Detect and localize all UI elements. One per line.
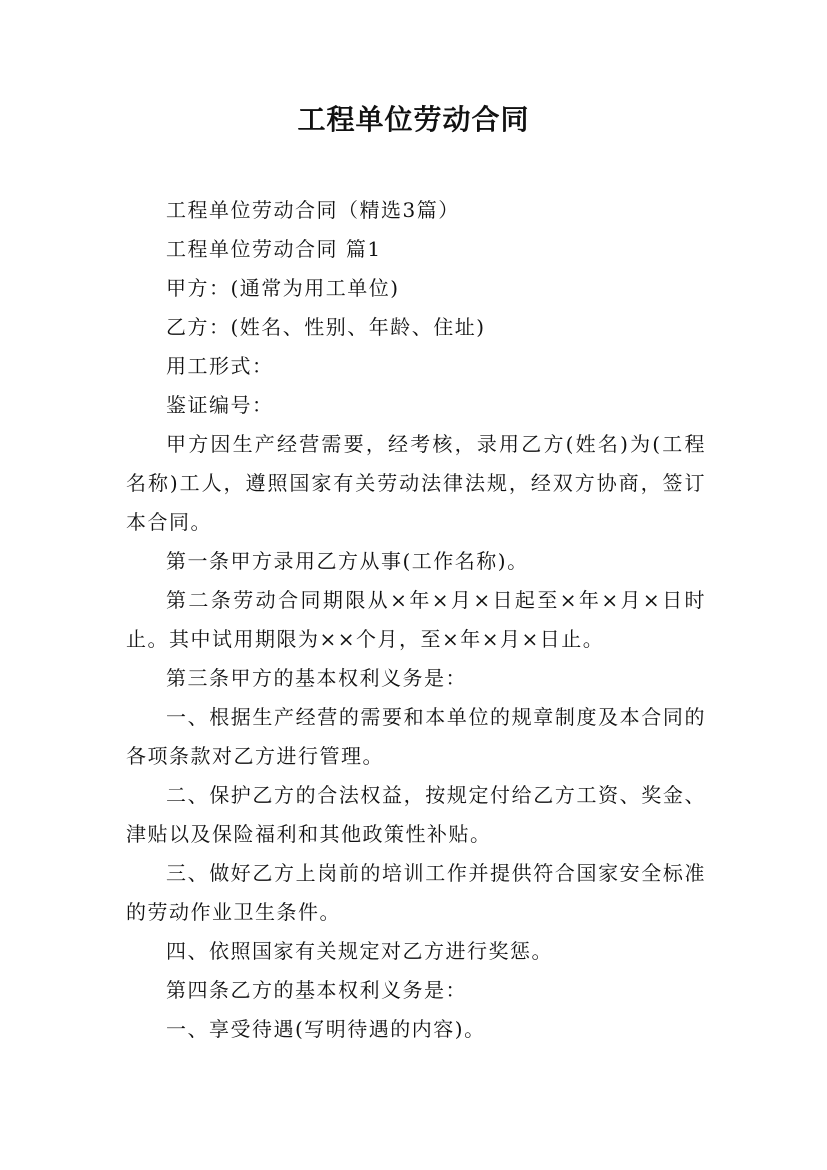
paragraph: 用工形式： [166,354,274,378]
paragraph: 第一条甲方录用乙方从事(工作名称)。 [166,549,529,573]
paragraph: 一、根据生产经营的需要和本单位的规章制度及本合同的各项条款对乙方进行管理。 [126,705,706,768]
paragraph: 工程单位劳动合同 篇1 [166,237,382,261]
paragraph: 三、做好乙方上岗前的培训工作并提供符合国家安全标准的劳动作业卫生条件。 [126,861,706,924]
document-title: 工程单位劳动合同 [297,103,530,136]
paragraph: 甲方因生产经营需要，经考核，录用乙方(姓名)为(工程名称)工人，遵照国家有关劳动法律法规，经双方协商，签订本合同。 [126,432,706,534]
paragraph: 四、依照国家有关规定对乙方进行奖惩。 [166,939,553,963]
paragraph: 甲方：(通常为用工单位) [166,276,400,300]
paragraph: 乙方：(姓名、性别、年龄、住址) [166,315,486,339]
paragraph: 第二条劳动合同期限从×年×月×日起至×年×月×日时止。其中试用期限为××个月，至×年×月×日止。 [126,588,706,651]
paragraph: 一、享受待遇(写明待遇的内容)。 [166,1017,486,1041]
paragraph: 工程单位劳动合同（精选3篇） [166,198,460,222]
document-body [126,191,706,1049]
paragraph: 二、保护乙方的合法权益，按规定付给乙方工资、奖金、津贴以及保险福利和其他政策性补贴。 [126,783,706,846]
paragraph: 第四条乙方的基本权利义务是： [166,978,467,1002]
paragraph: 第三条甲方的基本权利义务是： [166,666,467,690]
paragraph: 鉴证编号： [166,393,274,417]
